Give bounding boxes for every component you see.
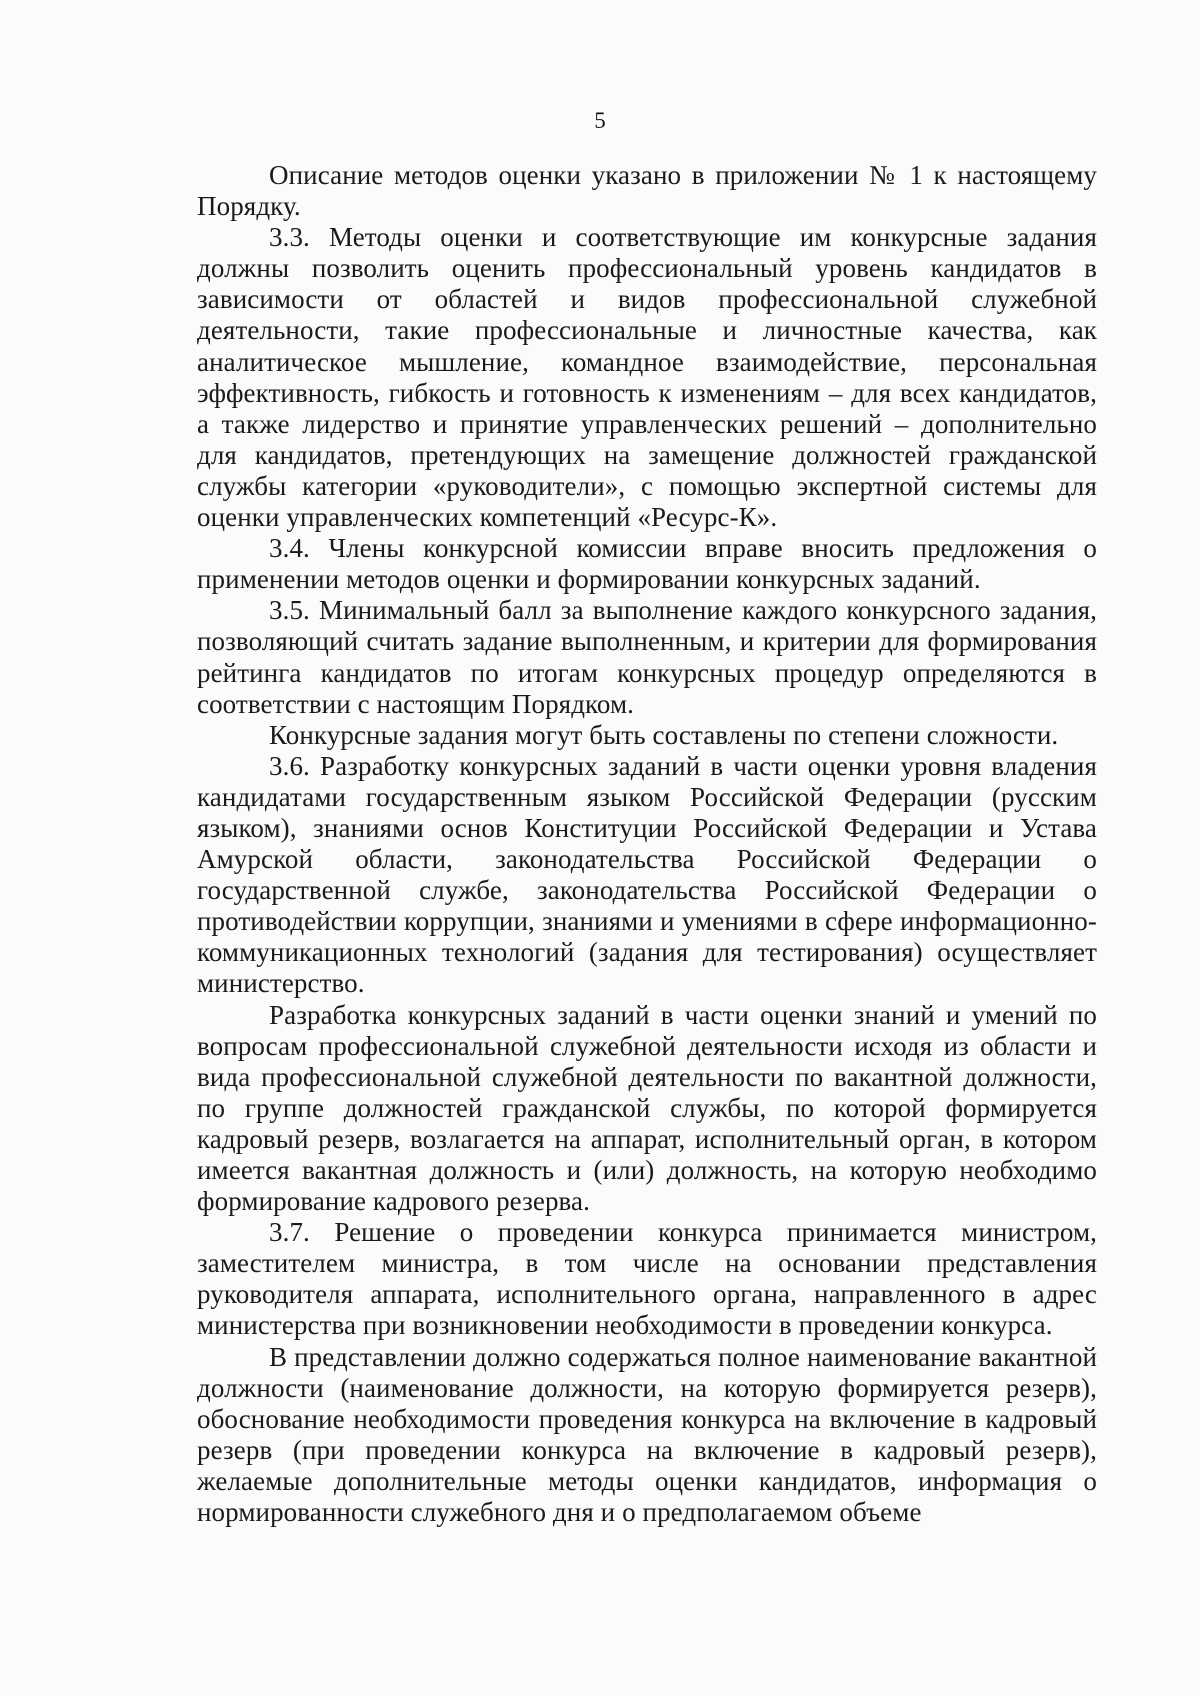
- paragraph-task-development: Разработка конкурсных заданий в части оценки знаний и умений по вопросам профессиональной служебной деятельности исходя из области и вида профессиональной служебной деятельности по вакантной должности, по группе должностей гражданской службы, по которой формируется кадровый резерв, возлагается на аппарат, исполнительный орган, в котором имеется вакантная должность и (или) должность, на которую необходимо формирование кадрового резерва.: [197, 999, 1097, 1217]
- paragraph-3-6: 3.6. Разработку конкурсных заданий в части оценки уровня владения кандидатами государственным языком Российской Федерации (русским языком), знаниями основ Конституции Российской Федерации и Устава Амурской области, законодательства Российской Федерации о государственной службе, законодательства Российской Федерации о противодействии коррупции, знаниями и умениями в сфере информационно-коммуникационных технологий (задания для тестирования) осуществляет министерство.: [197, 750, 1097, 999]
- paragraph-submission-content: В представлении должно содержаться полное наименование вакантной должности (наименование должности, на которую формируется резерв), обоснование необходимости проведения конкурса на включение в кадровый резерв (при проведении конкурса на включение в кадровый резерв), желаемые дополнительные методы оценки кандидатов, информация о нормированности служебного дня и о предполагаемом объеме: [197, 1341, 1097, 1528]
- paragraph-3-4: 3.4. Члены конкурсной комиссии вправе вносить предложения о применении методов оценки и формировании конкурсных заданий.: [197, 533, 1097, 595]
- paragraph-methods-description: Описание методов оценки указано в приложении № 1 к настоящему Порядку.: [197, 160, 1097, 222]
- document-body: [197, 160, 1097, 1528]
- paragraph-3-5: 3.5. Минимальный балл за выполнение каждого конкурсного задания, позволяющий считать задание выполненным, и критерии для формирования рейтинга кандидатов по итогам конкурсных процедур определяются в соответствии с настоящим Порядком.: [197, 595, 1097, 719]
- paragraph-difficulty: Конкурсные задания могут быть составлены по степени сложности.: [269, 719, 1059, 750]
- paragraph-3-3: 3.3. Методы оценки и соответствующие им конкурсные задания должны позволить оценить профессиональный уровень кандидатов в зависимости от областей и видов профессиональной служебной деятельности, такие профессиональные и личностные качества, как аналитическое мышление, командное взаимодействие, персональная эффективность, гибкость и готовность к изменениям – для всех кандидатов, а также лидерство и принятие управленческих решений – дополнительно для кандидатов, претендующих на замещение должностей гражданской службы категории «руководители», с помощью экспертной системы для оценки управленческих компетенций «Ресурс-К».: [197, 222, 1097, 533]
- page-number: 5: [594, 108, 606, 133]
- paragraph-3-7: 3.7. Решение о проведении конкурса принимается министром, заместителем министра, в том числе на основании представления руководителя аппарата, исполнительного органа, направленного в адрес министерства при возникновении необходимости в проведении конкурса.: [197, 1217, 1097, 1341]
